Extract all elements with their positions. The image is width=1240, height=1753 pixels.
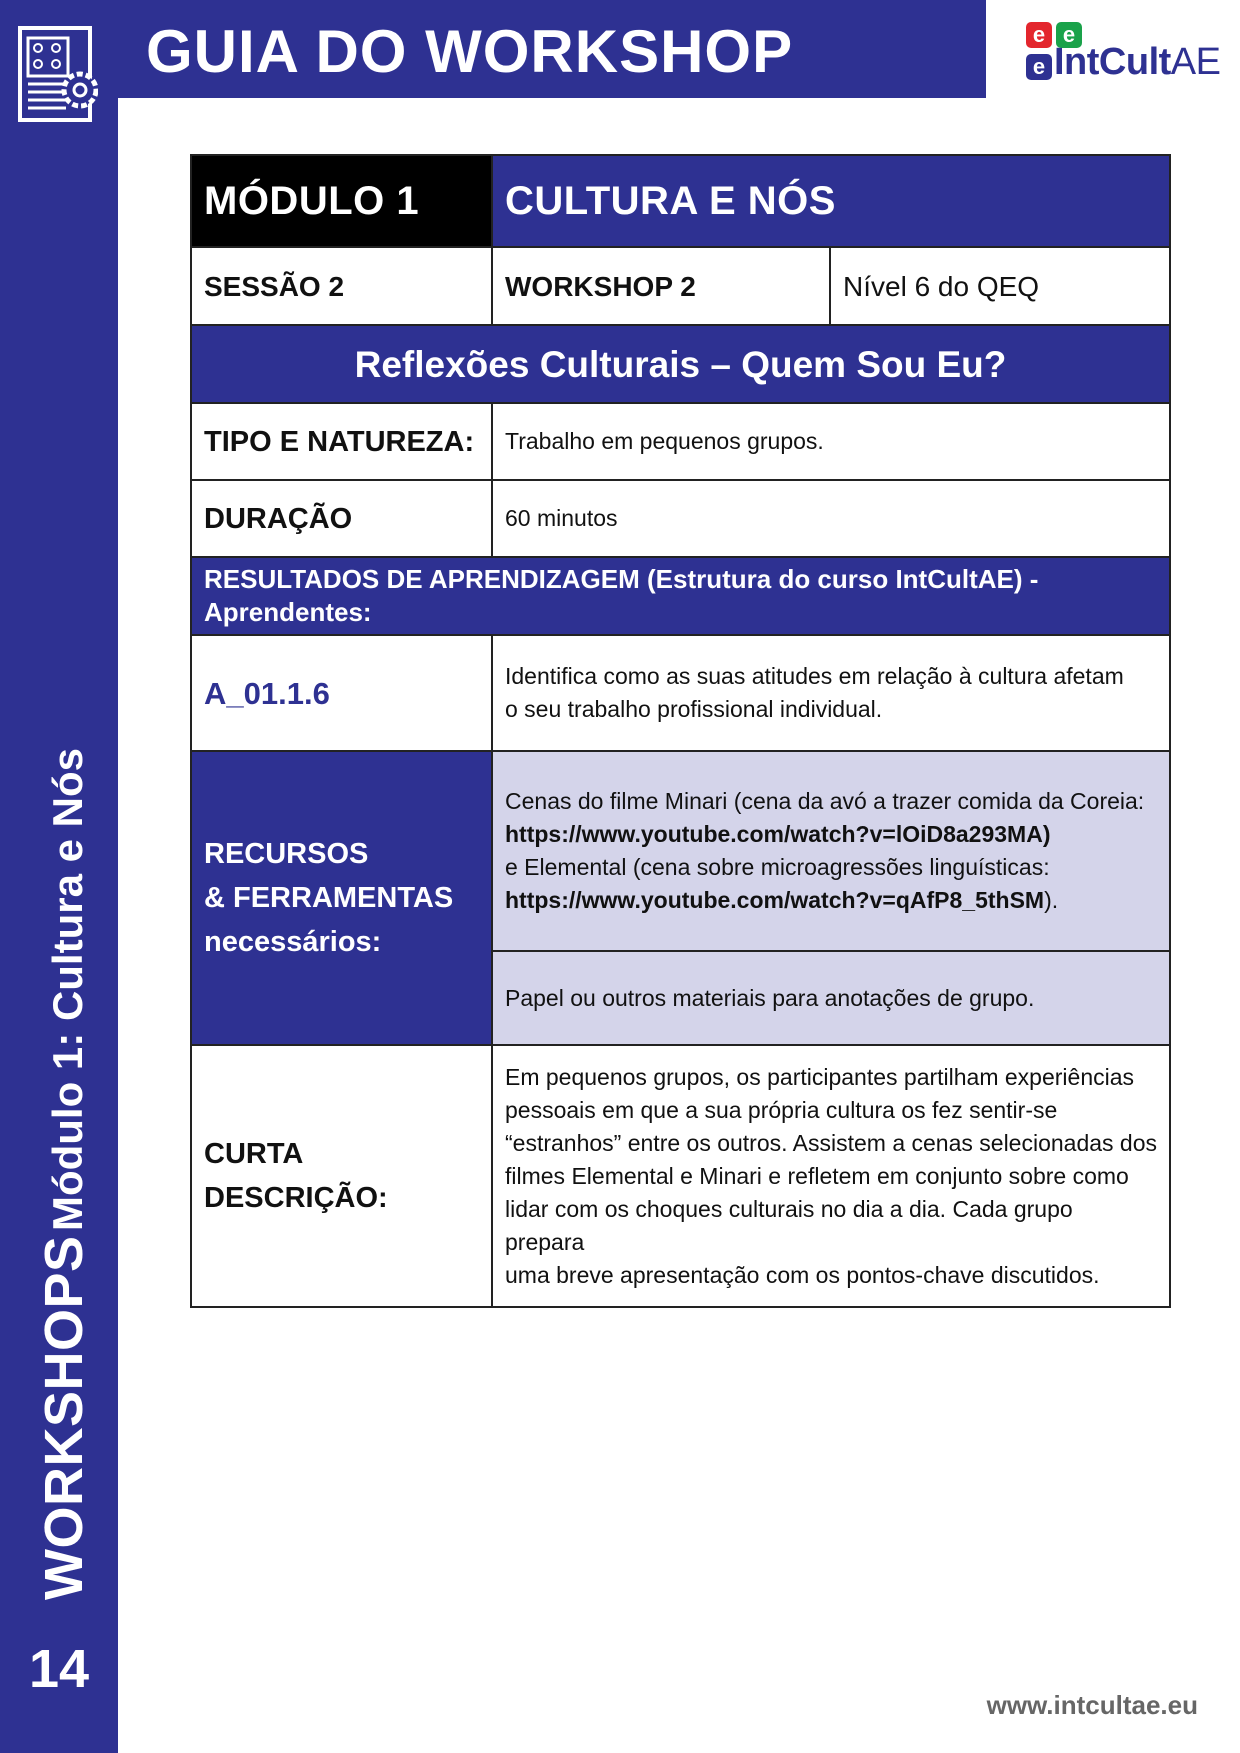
logo-brand-thin: AE <box>1170 41 1221 83</box>
workshop-label: WORKSHOP 2 <box>493 248 831 324</box>
result-text-line: Identifica como as suas atitudes em relação à cultura afetam <box>505 663 1124 689</box>
module-row <box>190 154 1171 248</box>
logo-brand-bold: IntCult <box>1054 41 1171 83</box>
duration-label: DURAÇÃO <box>192 481 493 556</box>
session-label: SESSÃO 2 <box>192 248 493 324</box>
resource-item-paper: Papel ou outros materiais para anotações de grupo. <box>493 952 1169 1044</box>
description-line: uma breve apresentação com os pontos-chave discutidos. <box>505 1261 1100 1288</box>
logo-text <box>1054 38 1221 86</box>
description-row <box>190 1046 1171 1308</box>
duration-row <box>190 481 1171 558</box>
workshop-table <box>190 154 1171 1308</box>
type-label: TIPO E NATUREZA: <box>192 404 493 479</box>
duration-value: 60 minutos <box>505 505 618 531</box>
description-line: pessoais em que a sua própria cultura os fez sentir-se <box>505 1096 1058 1123</box>
page-number: 14 <box>28 1639 90 1699</box>
resource-line-end: ). <box>1044 887 1059 913</box>
page-title: GUIA DO WORKSHOP <box>146 18 794 85</box>
session-row <box>190 248 1171 326</box>
logo-mark-icon: e <box>1056 22 1082 48</box>
sidebar <box>0 0 118 1753</box>
sidebar-title-module: Módulo 1: Cultura e Nós <box>44 748 91 1232</box>
result-text-line: o seu trabalho profissional individual. <box>505 696 883 722</box>
result-text <box>493 636 1169 750</box>
module-title: CULTURA E NÓS <box>493 156 1169 246</box>
resources-label-line: & FERRAMENTAS <box>204 882 454 914</box>
description-label-line: DESCRIÇÃO: <box>204 1182 388 1214</box>
results-header-row <box>190 558 1171 636</box>
resource-line: e Elemental (cena sobre microagressões linguísticas: <box>505 854 1050 880</box>
description-label <box>192 1046 493 1306</box>
description-line: “estranhos” entre os outros. Assistem a cenas selecionadas dos <box>505 1129 1158 1156</box>
sidebar-vertical-title <box>35 748 107 1600</box>
resources-label <box>192 752 493 1044</box>
description-text <box>493 1046 1169 1306</box>
activity-title-row <box>190 326 1171 404</box>
footer-website-link[interactable]: www.intcultae.eu <box>986 1690 1198 1720</box>
resource-line: Cenas do filme Minari (cena da avó a trazer comida da Coreia: <box>505 788 1145 814</box>
resources-list <box>493 752 1169 1044</box>
activity-title: Reflexões Culturais – Quem Sou Eu? <box>192 326 1169 402</box>
module-label: MÓDULO 1 <box>192 156 493 246</box>
result-code: A_01.1.6 <box>192 636 493 750</box>
description-line: Em pequenos grupos, os participantes partilham experiências <box>505 1063 1135 1090</box>
minari-link[interactable]: https://www.youtube.com/watch?v=lOiD8a293MA) <box>505 821 1051 847</box>
type-value: Trabalho em pequenos grupos. <box>505 428 824 454</box>
resources-label-line: RECURSOS <box>204 838 369 870</box>
resources-label-line: necessários: <box>204 926 382 958</box>
logo-mark-icon: e <box>1026 22 1052 48</box>
document-gear-icon <box>18 26 98 126</box>
resource-item-films <box>493 752 1169 952</box>
resources-row <box>190 752 1171 1046</box>
description-line: lidar com os choques culturais no dia a dia. Cada grupo prepara <box>505 1195 1073 1255</box>
level-label: Nível 6 do QEQ <box>843 270 1040 302</box>
type-row <box>190 404 1171 481</box>
sidebar-title-workshops: WORKSHOPS <box>34 1235 94 1600</box>
description-label-line: CURTA <box>204 1138 304 1170</box>
elemental-link[interactable]: https://www.youtube.com/watch?v=qAfP8_5thSM <box>505 887 1045 913</box>
logo-mark-icon: e <box>1026 54 1052 80</box>
description-line: filmes Elemental e Minari e refletem em conjunto sobre como <box>505 1162 1129 1189</box>
result-row <box>190 636 1171 752</box>
results-header: RESULTADOS DE APRENDIZAGEM (Estrutura do curso IntCultAE) - Aprendentes: <box>192 558 1169 634</box>
